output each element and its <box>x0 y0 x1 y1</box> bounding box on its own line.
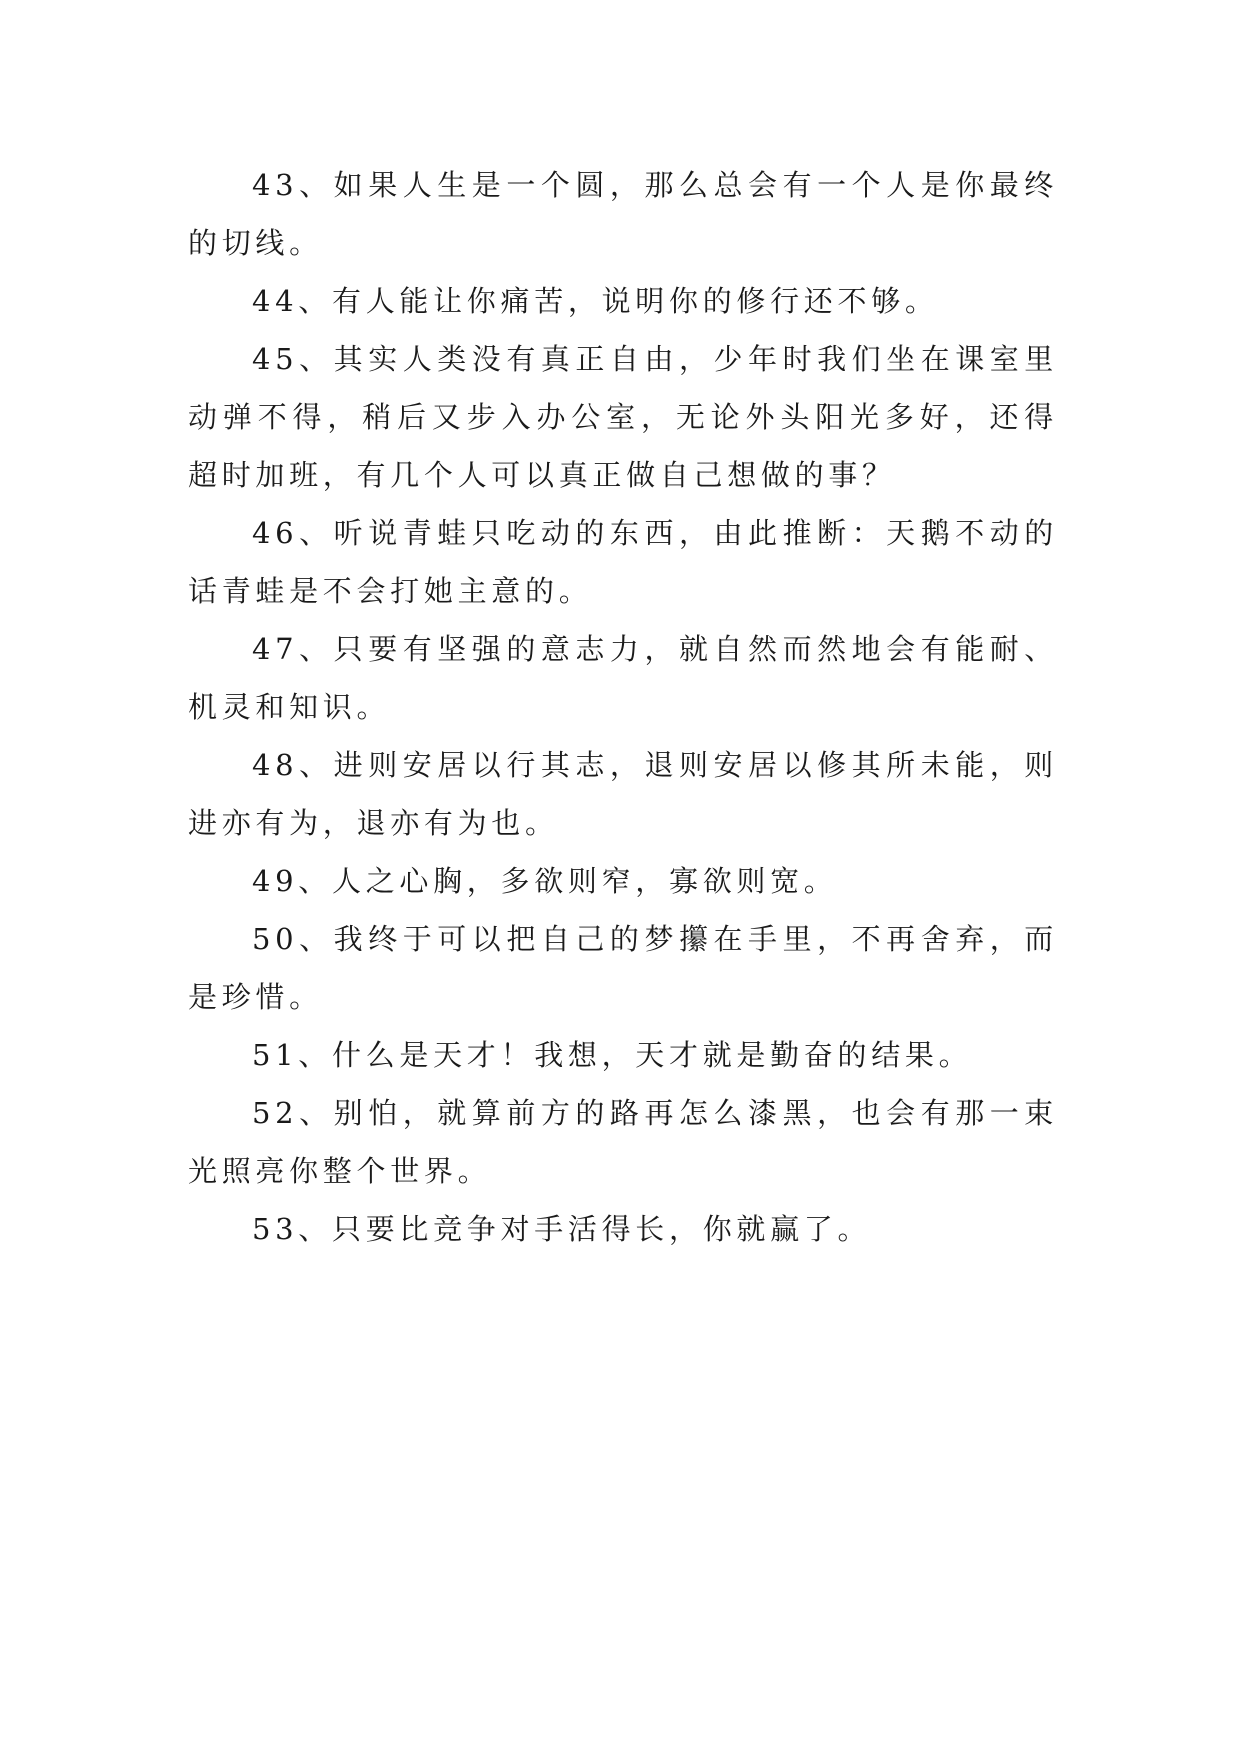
paragraph-50: 50、我终于可以把自己的梦攥在手里，不再舍弃，而是珍惜。 <box>188 922 1058 1014</box>
paragraph-53: 53、只要比竞争对手活得长，你就赢了。 <box>252 1212 872 1246</box>
paragraph-44: 44、有人能让你痛苦，说明你的修行还不够。 <box>252 284 939 318</box>
paragraph-45: 45、其实人类没有真正自由，少年时我们坐在课室里动弹不得，稍后又步入办公室，无论外头阳光多好，还得超时加班，有几个人可以真正做自己想做的事？ <box>188 342 1058 492</box>
paragraph-47: 47、只要有坚强的意志力，就自然而然地会有能耐、机灵和知识。 <box>188 632 1058 724</box>
paragraph-52: 52、别怕，就算前方的路再怎么漆黑，也会有那一束光照亮你整个世界。 <box>188 1096 1058 1188</box>
paragraph-46: 46、听说青蛙只吃动的东西，由此推断：天鹅不动的话青蛙是不会打她主意的。 <box>188 516 1058 608</box>
paragraph-43: 43、如果人生是一个圆，那么总会有一个人是你最终的切线。 <box>188 168 1058 260</box>
paragraph-49: 49、人之心胸，多欲则窄，寡欲则宽。 <box>252 864 838 898</box>
paragraph-48: 48、进则安居以行其志，退则安居以修其所未能，则进亦有为，退亦有为也。 <box>188 748 1058 840</box>
paragraph-51: 51、什么是天才！我想，天才就是勤奋的结果。 <box>252 1038 973 1072</box>
document-body <box>188 156 1058 1258</box>
